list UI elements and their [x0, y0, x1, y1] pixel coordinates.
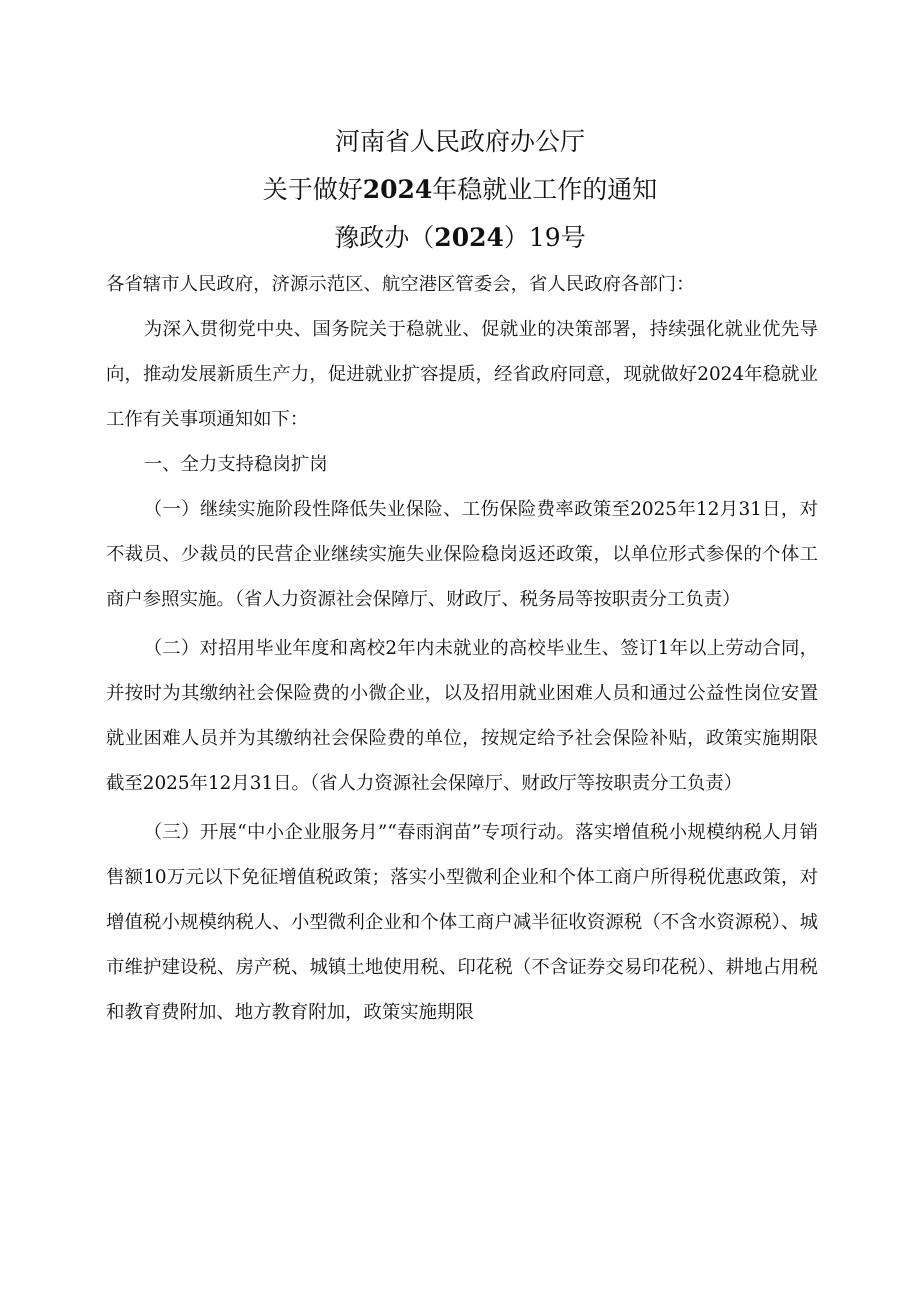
section-heading-1: 一、全力支持稳岗扩岗 — [143, 454, 328, 475]
item-paragraph-3: （三）开展“中小企业服务月”“春雨润苗”专项行动。落实增值税小规模纳税人月销售额10万元以下免征增值税政策；落实小型微利企业和个体工商户所得税优惠政策，对增值税小规模纳税人、小型微利企业和个体工商户减半征收资源税（不含水资源税）、城市维护建设税、房产税、城镇土地使用税、印花税（不含证券交易印花税）、耕地占用税和教育费附加、地方教育附加，政策实施期限 — [106, 822, 818, 1023]
salutation: 各省辖市人民政府，济源示范区、航空港区管委会，省人民政府各部门： — [106, 274, 695, 295]
issuer-title — [0, 118, 920, 166]
document-number-pre: 豫政办（ — [334, 223, 435, 252]
document-number — [0, 214, 920, 262]
item-paragraph-1: （一）继续实施阶段性降低失业保险、工伤保险费率政策至2025年12月31日，对不裁员、少裁员的民营企业继续实施失业保险稳岗返还政策，以单位形式参保的个体工商户参照实施。（省人力资源社会保障厅、财政厅、税务局等按职责分工负责） — [106, 499, 818, 610]
notice-title-year: 2024 — [362, 175, 433, 204]
intro-paragraph: 为深入贯彻党中央、国务院关于稳就业、促就业的决策部署，持续强化就业优先导向，推动发展新质生产力，促进就业扩容提质，经省政府同意，现就做好2024年稳就业工作有关事项通知如下： — [106, 319, 818, 430]
document-header — [0, 118, 920, 262]
document-body — [106, 262, 818, 1035]
notice-title-pre: 关于做好 — [262, 175, 363, 204]
notice-title — [0, 166, 920, 214]
notice-title-post: 年稳就业工作的通知 — [432, 175, 658, 204]
document-number-year: 2024 — [434, 223, 504, 252]
item-paragraph-2: （二）对招用毕业年度和离校2年内未就业的高校毕业生、签订1年以上劳动合同，并按时为其缴纳社会保险费的小微企业，以及招用就业困难人员和通过公益性岗位安置就业困难人员并为其缴纳社会保险费的单位，按规定给予社会保险补贴，政策实施期限截至2025年12月31日。（省人力资源社会保障厅、财政厅等按职责分工负责） — [106, 638, 818, 794]
document-number-post: ）19号 — [503, 223, 586, 252]
issuer-title-text: 河南省人民政府办公厅 — [334, 127, 585, 156]
